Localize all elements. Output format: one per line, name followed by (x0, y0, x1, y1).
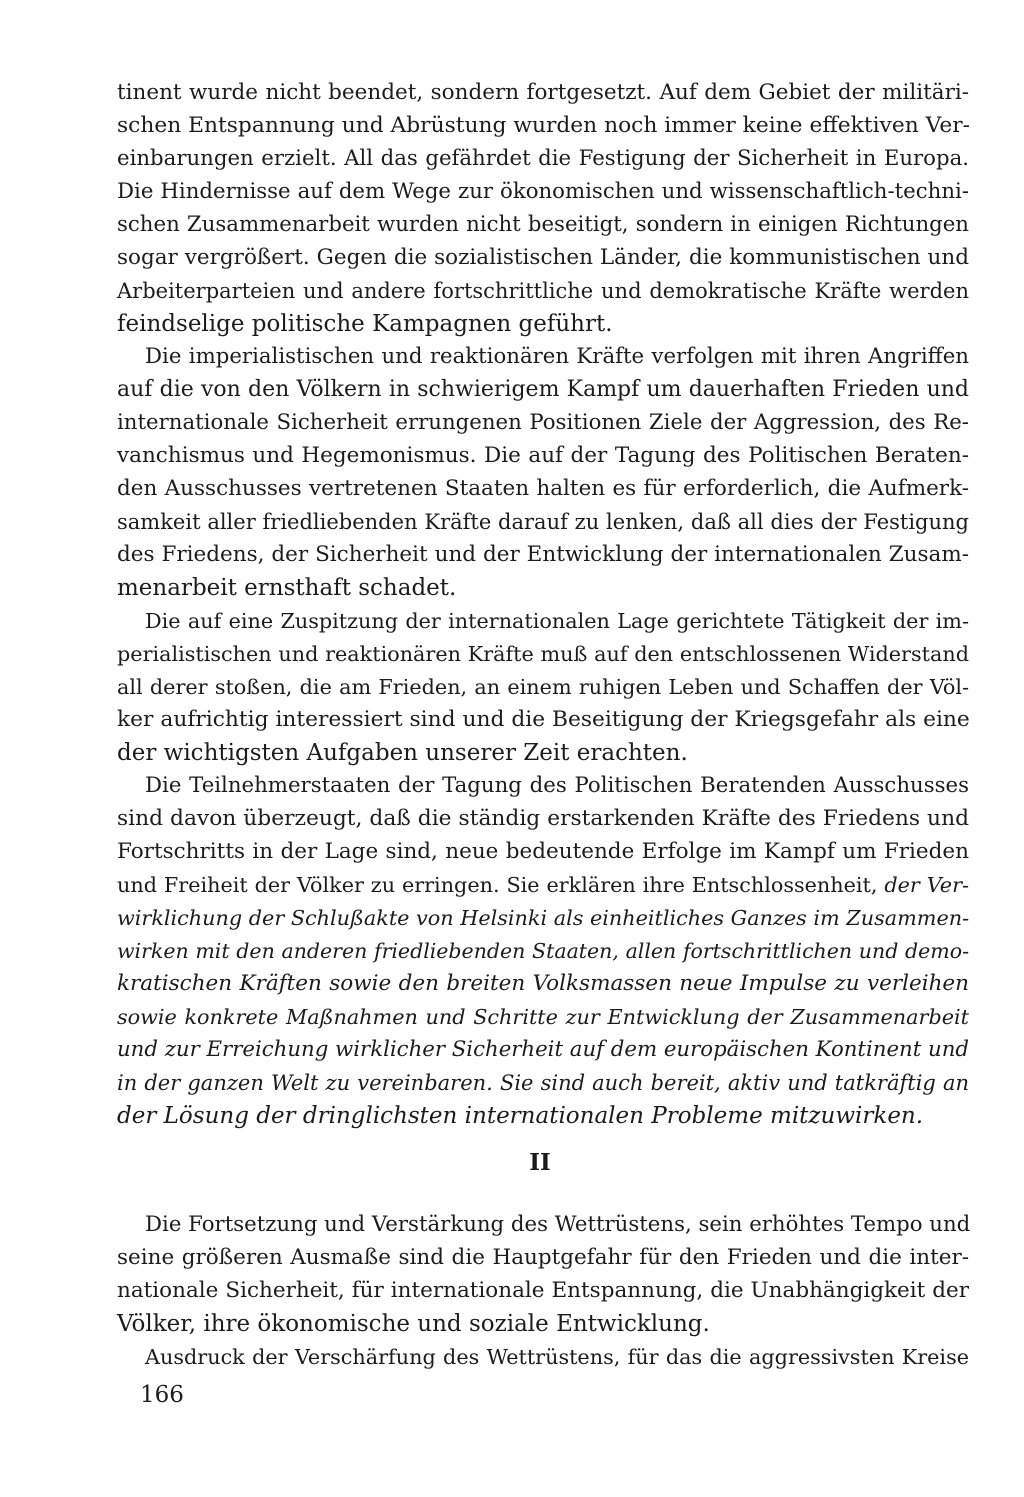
text-line: Die Teilnehmerstaaten der Tagung des Politischen Beratenden Ausschusses (145, 773, 969, 798)
text-line: Die Hindernisse auf dem Wege zur ökonomischen und wissenschaftlich-techni- (117, 179, 969, 204)
text-line: perialistischen und reaktionären Kräfte muß auf den entschlossenen Widerstand (117, 642, 969, 666)
text-line: des Friedens, der Sicherheit und der Entwicklung der internationalen Zusam- (117, 542, 969, 567)
italic-text-line: sowie konkrete Maßnahmen und Schritte zur Entwicklung der Zusammenarbeit (117, 1005, 969, 1029)
section-heading: II (529, 1149, 551, 1176)
text-line: menarbeit ernsthaft schadet. (117, 575, 457, 601)
text-line: Fortschritts in der Lage sind, neue bedeutende Erfolge im Kampf um Frieden (117, 839, 969, 864)
text-line: internationale Sicherheit errungenen Positionen Ziele der Aggression, des Re- (117, 410, 969, 435)
text-line: nationale Sicherheit, für internationale Entspannung, die Unabhängigkeit der (117, 1278, 969, 1303)
text-run: und Freiheit der Völker zu erringen. Sie erklären ihre Entschlossenheit, (117, 873, 885, 897)
page-number: 166 (140, 1382, 184, 1408)
italic-text-line: kratischen Kräften sowie den breiten Volksmassen neue Impulse zu verleihen (117, 971, 969, 996)
text-line: feindselige politische Kampagnen geführt. (117, 311, 613, 337)
italic-text-line: wirklichung der Schlußakte von Helsinki als einheitliches Ganzes im Zusammen- (117, 906, 970, 930)
italic-text-run: der Ver- (884, 873, 969, 897)
text-line: der wichtigsten Aufgaben unserer Zeit erachten. (117, 740, 688, 766)
text-line: Die auf eine Zuspitzung der internationalen Lage gerichtete Tätigkeit der im- (145, 609, 969, 633)
text-line: auf die von den Völkern in schwierigem Kampf um dauerhaften Frieden und (117, 377, 969, 402)
text-line: tinent wurde nicht beendet, sondern fortgesetzt. Auf dem Gebiet der militäri- (117, 80, 969, 105)
text-line: Die imperialistischen und reaktionären Kräfte verfolgen mit ihren Angriffen (145, 344, 969, 369)
italic-text-line: der Lösung der dringlichsten internationalen Probleme mitzuwirken. (117, 1103, 924, 1129)
text-line: den Ausschusses vertretenen Staaten halten es für erforderlich, die Aufmerk- (117, 476, 969, 501)
text-line: schen Zusammenarbeit wurden nicht beseitigt, sondern in einigen Richtungen (117, 212, 969, 237)
text-line: Arbeiterparteien und andere fortschrittliche und demokratische Kräfte werden (117, 279, 969, 303)
italic-text-line: und zur Erreichung wirklicher Sicherheit auf dem europäischen Kontinent und (117, 1037, 969, 1062)
text-line: sogar vergrößert. Gegen die sozialistischen Länder, die kommunistischen und (117, 245, 969, 270)
text-line: einbarungen erzielt. All das gefährdet die Festigung der Sicherheit in Europa. (117, 146, 969, 171)
text-line: Die Fortsetzung und Verstärkung des Wettrüstens, sein erhöhtes Tempo und (145, 1212, 971, 1237)
text-line (117, 868, 969, 902)
italic-text-line: in der ganzen Welt zu vereinbaren. Sie sind auch bereit, aktiv und tatkräftig an (117, 1071, 969, 1095)
text-line: all derer stoßen, die am Frieden, an einem ruhigen Leben und Schaffen der Völ- (117, 675, 969, 699)
text-line: seine größeren Ausmaße sind die Hauptgefahr für den Frieden und die inter- (117, 1245, 969, 1270)
italic-text-line: wirken mit den anderen friedliebenden Staaten, allen fortschrittlichen und demo- (117, 939, 969, 963)
text-line: samkeit aller friedliebenden Kräfte darauf zu lenken, daß all dies der Festigung (117, 510, 969, 534)
text-line: ker aufrichtig interessiert sind und die Beseitigung der Kriegsgefahr als eine (117, 707, 970, 732)
text-line: Völker, ihre ökonomische und soziale Entwicklung. (117, 1311, 710, 1337)
text-line: vanchismus und Hegemonismus. Die auf der Tagung des Politischen Beraten- (117, 443, 969, 468)
text-line: schen Entspannung und Abrüstung wurden noch immer keine effektiven Ver- (117, 113, 970, 138)
text-line: sind davon überzeugt, daß die ständig erstarkenden Kräfte des Friedens und (117, 806, 969, 831)
text-line: Ausdruck der Verschärfung des Wettrüstens, für das die aggressivsten Kreise (145, 1345, 969, 1369)
